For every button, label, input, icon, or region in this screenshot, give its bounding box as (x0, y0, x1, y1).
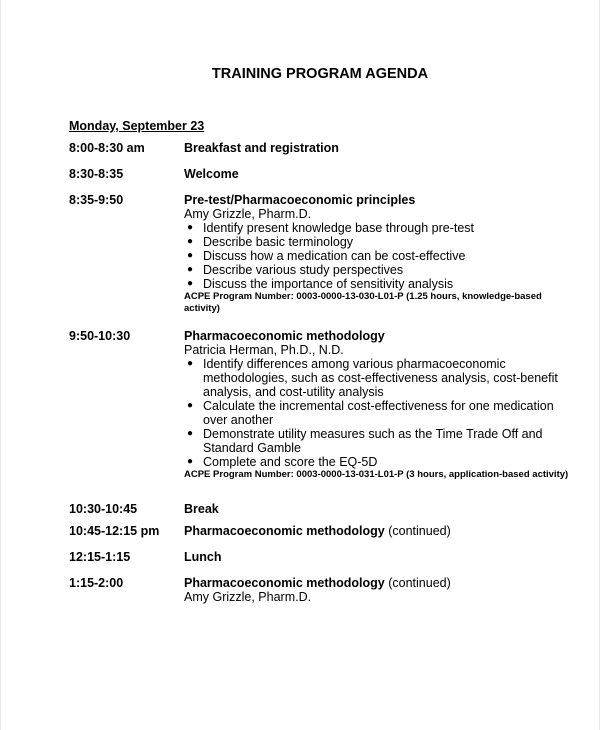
objective-item (184, 399, 569, 427)
session-content (184, 167, 569, 181)
agenda-session (69, 524, 569, 550)
session-time: 9:50-10:30 (69, 329, 131, 343)
objective-text: Discuss the importance of sensitivity analysis (203, 277, 454, 291)
objective-text: Describe basic terminology (203, 235, 354, 249)
session-content (184, 502, 569, 516)
session-title: Breakfast and registration (184, 141, 339, 155)
bullet-icon: ● (187, 222, 194, 233)
session-time: 10:45-12:15 pm (69, 524, 160, 538)
bullet-icon: ● (187, 250, 194, 261)
objective-item (184, 427, 569, 455)
objective-item (184, 235, 569, 249)
session-speaker: Amy Grizzle, Pharm.D. (184, 590, 312, 604)
agenda-session (69, 167, 569, 193)
objective-text: Discuss how a medication can be cost-effective (203, 249, 466, 263)
objective-text: Identify differences among various pharmacoeconomic methodologies, such as cost-effectiveness analysis, cost-benefit analysis, and cost-utility analysis (203, 357, 558, 399)
bullet-icon: ● (187, 264, 194, 275)
session-time: 8:30-8:35 (69, 167, 124, 181)
acpe-label: ACPE Program Number: 0003-0000-13-031-L01-P (184, 469, 404, 480)
acpe-detail: (1.25 hours, knowledge-based activity) (184, 291, 542, 314)
bullet-icon: ● (187, 428, 194, 439)
agenda-session (69, 502, 569, 524)
session-title: Pharmacoeconomic methodology (184, 576, 385, 590)
objective-text: Calculate the incremental cost-effectiveness for one medication over another (203, 399, 554, 427)
session-note: (continued) (388, 576, 451, 590)
session-title: Pharmacoeconomic methodology (184, 329, 385, 343)
session-time: 1:15-2:00 (69, 576, 124, 590)
objective-item (184, 263, 569, 277)
day-heading: Monday, September 23 (69, 119, 205, 133)
session-content (184, 524, 569, 538)
agenda-session (69, 550, 569, 576)
session-content (184, 550, 569, 564)
acpe-label: ACPE Program Number: 0003-0000-13-030-L01-P (184, 291, 404, 302)
session-note: (continued) (388, 524, 451, 538)
objective-item (184, 249, 569, 263)
bullet-icon: ● (187, 358, 194, 369)
page-left-edge (0, 0, 1, 730)
session-speaker: Amy Grizzle, Pharm.D. (184, 207, 312, 221)
agenda-session (69, 193, 569, 329)
objective-item (184, 277, 569, 291)
acpe-program-number (184, 469, 569, 481)
objective-text: Describe various study perspectives (203, 263, 404, 277)
session-content (184, 141, 569, 155)
agenda-session (69, 141, 569, 167)
objective-item (184, 455, 569, 469)
bullet-icon: ● (187, 400, 194, 411)
objective-text: Demonstrate utility measures such as the Time Trade Off and Standard Gamble (203, 427, 543, 455)
objective-item (184, 357, 569, 399)
objective-text: Complete and score the EQ-5D (203, 455, 378, 469)
session-title: Pre-test/Pharmacoeconomic principles (184, 193, 416, 207)
session-title: Pharmacoeconomic methodology (184, 524, 385, 538)
bullet-icon: ● (187, 456, 194, 467)
acpe-program-number (184, 291, 569, 315)
agenda-session (69, 329, 569, 502)
document-title: TRAINING PROGRAM AGENDA (211, 66, 429, 82)
session-speaker: Patricia Herman, Ph.D., N.D. (184, 343, 344, 357)
session-content (184, 576, 569, 604)
session-title: Break (184, 502, 219, 516)
session-content (184, 193, 569, 315)
agenda-session (69, 576, 569, 616)
bullet-icon: ● (187, 236, 194, 247)
objectives-list (184, 221, 569, 291)
objective-text: Identify present knowledge base through pre-test (203, 221, 475, 235)
session-time: 10:30-10:45 (69, 502, 138, 516)
session-time: 8:00-8:30 am (69, 141, 145, 155)
session-title: Lunch (184, 550, 222, 564)
objective-item (184, 221, 569, 235)
bullet-icon: ● (187, 278, 194, 289)
session-time: 8:35-9:50 (69, 193, 124, 207)
acpe-detail: (3 hours, application-based activity) (406, 469, 569, 480)
objectives-list (184, 357, 569, 469)
agenda-schedule (69, 141, 569, 616)
session-content (184, 329, 569, 481)
session-title: Welcome (184, 167, 239, 181)
session-time: 12:15-1:15 (69, 550, 131, 564)
